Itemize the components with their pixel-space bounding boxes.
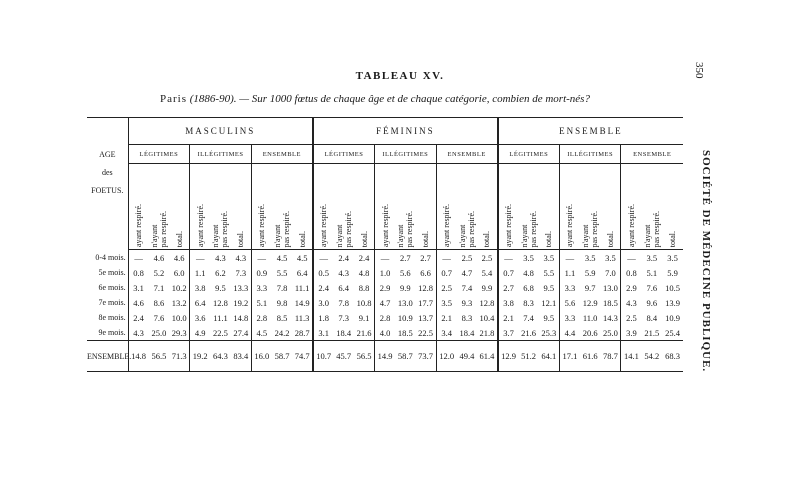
column-header	[498, 164, 519, 250]
table-cell: 2.8	[375, 310, 396, 325]
table-cell: 11.1	[213, 312, 228, 323]
table-cell: 4.3	[338, 267, 350, 278]
table-cell: —	[313, 250, 334, 266]
table-cell: 51.2	[518, 341, 539, 372]
table-cell: 4.8	[523, 267, 534, 278]
table-cell: —	[134, 252, 143, 263]
table-cell: 18.4	[459, 327, 475, 338]
table-cell: 2.5	[461, 252, 473, 263]
table-row	[87, 280, 683, 295]
table-cell: 4.5	[276, 252, 288, 263]
table-cell: 0.7	[498, 265, 519, 280]
table-cell: 10.8	[356, 297, 372, 308]
table-cell: 3.5	[584, 252, 596, 263]
table-cell: 21.8	[479, 327, 495, 338]
table-cell: 0.8	[133, 267, 144, 278]
table-cell: 18.5	[397, 327, 413, 338]
table-cell: 6.4	[190, 295, 211, 310]
table-cell: 20.6	[582, 327, 598, 338]
table-cell: —	[436, 250, 457, 266]
table-cell: 3.5	[543, 252, 555, 263]
table-cell: 2.8	[251, 310, 272, 325]
table-cell: 3.4	[436, 325, 457, 341]
table-cell: 0.5	[313, 265, 334, 280]
table-cell: 3.0	[313, 295, 334, 310]
table-cell: 13.9	[665, 297, 680, 308]
group-masculins: MASCULINS	[128, 118, 313, 145]
column-header	[251, 164, 272, 250]
table-cell: 8.3	[523, 297, 534, 308]
table-cell: 2.4	[133, 312, 144, 323]
table-cell: 17.7	[418, 297, 434, 308]
table-cell: 10.7	[313, 341, 334, 372]
table-cell: 73.7	[416, 341, 437, 372]
column-header-label: total.	[297, 230, 307, 247]
column-header-label: total.	[421, 230, 431, 247]
table-cell: 3.5	[667, 252, 678, 263]
table-cell: 14.9	[294, 297, 310, 308]
table-cell: 2.5	[621, 310, 642, 325]
table-cell: 64.3	[210, 341, 231, 372]
table-cell: 12.8	[213, 297, 228, 308]
table-cell: 4.8	[358, 267, 370, 278]
table-cell: 3.5	[646, 252, 658, 263]
table-cell: 19.2	[233, 297, 249, 308]
table-cell: 21.6	[521, 327, 536, 338]
table-cell: 4.6	[133, 297, 144, 308]
table-cell: 25.3	[541, 327, 557, 338]
table-cell: 7.8	[338, 297, 350, 308]
subtitle-place: Paris	[160, 93, 187, 105]
table-cell: —	[375, 250, 396, 266]
table-cell: 12.0	[436, 341, 457, 372]
table-cell: 1.1	[190, 265, 211, 280]
column-header-label: n'ayant pas respiré.	[396, 210, 415, 247]
table-cell: 0.9	[251, 265, 272, 280]
column-header-label: total.	[605, 230, 615, 247]
column-header-label: n'ayant pas respiré.	[334, 210, 353, 247]
table-cell: 5.9	[584, 267, 596, 278]
table-cell: 12.9	[582, 297, 598, 308]
table-cell: 0.8	[621, 265, 642, 280]
table-cell: 49.4	[457, 341, 478, 372]
table-cell: 7.6	[153, 312, 165, 323]
table-cell: 11.1	[294, 282, 310, 293]
table-cell: 9.1	[358, 312, 370, 323]
table-cell: 6.0	[173, 267, 185, 278]
column-header-label: n'ayant pas respiré.	[519, 210, 538, 247]
table-cell: 10.9	[665, 312, 680, 323]
subtitle-text: — Sur 1000 fœtus de chaque âge et de chaque catégorie, combien de mort-nés?	[239, 93, 590, 105]
table-subtitle	[160, 93, 590, 105]
table-cell: 58.7	[272, 341, 293, 372]
column-header-label: n'ayant pas respiré.	[581, 210, 600, 247]
table-cell: 12.8	[479, 297, 495, 308]
table-cell: 74.7	[292, 341, 313, 372]
table-cell: 7.4	[461, 282, 473, 293]
table-row	[87, 310, 683, 325]
table-cell: 14.8	[128, 341, 149, 372]
table-cell: 7.4	[523, 312, 534, 323]
group-feminins: FÉMININS	[313, 118, 498, 145]
table-title: TABLEAU XV.	[355, 70, 445, 82]
table-cell: 4.6	[153, 252, 165, 263]
column-header-label: n'ayant pas respiré.	[211, 210, 230, 247]
table-cell: 13.7	[418, 312, 434, 323]
subgroup-header: ILLÉGITIMES	[559, 145, 621, 164]
column-header	[169, 164, 190, 250]
table-cell: 3.6	[190, 310, 211, 325]
table-cell: 2.7	[420, 252, 431, 263]
table-cell: 22.5	[213, 327, 228, 338]
table-cell: 4.5	[251, 325, 272, 341]
column-header	[477, 164, 498, 250]
column-header-label: n'ayant pas respiré.	[273, 210, 292, 247]
table-cell: 13.0	[397, 297, 413, 308]
table-cell: 3.5	[605, 252, 616, 263]
table-cell: 9.5	[215, 282, 226, 293]
table-cell: 4.3	[215, 252, 226, 263]
column-header	[210, 164, 231, 250]
table-cell: 3.3	[559, 280, 580, 295]
column-header-label: total.	[174, 230, 184, 247]
table-cell: —	[498, 250, 519, 266]
table-cell: 5.4	[481, 267, 493, 278]
table-cell: 4.3	[621, 295, 642, 310]
row-label: 0-4 mois.	[87, 250, 128, 266]
table-cell: 5.5	[276, 267, 288, 278]
table-cell: 83.4	[231, 341, 252, 372]
column-header	[333, 164, 354, 250]
table-cell: 8.8	[358, 282, 370, 293]
table-cell: 9.5	[543, 312, 555, 323]
table-cell: 1.0	[375, 265, 396, 280]
column-header-label: ayant respiré.	[195, 203, 205, 247]
table-cell: 9.7	[584, 282, 596, 293]
table-cell: 6.4	[296, 267, 308, 278]
table-cell: 16.0	[251, 341, 272, 372]
table-cell: 9.3	[461, 297, 473, 308]
table-cell: 71.3	[169, 341, 190, 372]
table-cell: 4.3	[133, 327, 144, 338]
table-cell: 11.0	[582, 312, 598, 323]
table-cell: 78.7	[600, 341, 621, 372]
table-cell: 27.4	[233, 327, 249, 338]
table-cell: 3.5	[523, 252, 534, 263]
table-cell: 8.4	[646, 312, 658, 323]
table-cell: 64.1	[539, 341, 560, 372]
row-label: 9e mois.	[87, 325, 128, 341]
row-label: 7e mois.	[87, 295, 128, 310]
table-row	[87, 265, 683, 280]
table-cell: 6.2	[215, 267, 226, 278]
table-cell: 2.1	[498, 310, 519, 325]
table-cell: 9.9	[400, 282, 411, 293]
table-cell: 28.7	[294, 327, 310, 338]
table-cell: 7.6	[646, 282, 658, 293]
table-cell: 2.7	[400, 252, 411, 263]
table-row	[87, 325, 683, 341]
table-cell: 3.1	[313, 325, 334, 341]
column-header	[621, 164, 642, 250]
subgroup-header: ILLÉGITIMES	[190, 145, 252, 164]
table-row	[87, 250, 683, 266]
column-header-label: ayant respiré.	[504, 203, 514, 247]
table-cell: 4.6	[173, 252, 185, 263]
column-header	[375, 164, 396, 250]
table-cell: 7.0	[605, 267, 616, 278]
subgroup-header: LÉGITIMES	[313, 145, 375, 164]
page-number: 350	[693, 62, 705, 79]
column-header	[518, 164, 539, 250]
column-header-label: ayant respiré.	[319, 203, 329, 247]
table-cell: 4.9	[190, 325, 211, 341]
table-cell: 54.2	[641, 341, 662, 372]
column-header	[149, 164, 170, 250]
table-cell: 10.5	[665, 282, 680, 293]
table-cell: 3.5	[436, 295, 457, 310]
table-cell: 25.0	[151, 327, 167, 338]
table-cell: 2.4	[338, 252, 350, 263]
table-cell: 14.3	[603, 312, 618, 323]
table-cell: 4.5	[296, 252, 308, 263]
table-cell: 3.3	[559, 310, 580, 325]
table-cell: 2.4	[358, 252, 370, 263]
row-label: ENSEMBLE.	[87, 341, 128, 372]
table-cell: 19.2	[190, 341, 211, 372]
table-cell: 13.2	[171, 297, 187, 308]
table-cell: 21.6	[356, 327, 372, 338]
row-label: 8e mois.	[87, 310, 128, 325]
table-row	[87, 295, 683, 310]
column-header	[600, 164, 621, 250]
table-cell: 2.9	[621, 280, 642, 295]
table-cell: 3.8	[190, 280, 211, 295]
column-header-label: total.	[544, 230, 554, 247]
table-cell: 5.9	[667, 267, 678, 278]
column-header-label: total.	[359, 230, 369, 247]
subgroup-header: ENSEMBLE	[436, 145, 498, 164]
table-cell: 3.1	[133, 282, 144, 293]
table-cell: 10.2	[171, 282, 187, 293]
table-cell: 9.9	[481, 282, 493, 293]
table-cell: 5.1	[646, 267, 658, 278]
row-label: 5e mois.	[87, 265, 128, 280]
table-cell: 3.7	[498, 325, 519, 341]
table-cell: 61.4	[477, 341, 498, 372]
column-header-label: n'ayant pas respiré.	[457, 210, 476, 247]
table-cell: 7.1	[153, 282, 165, 293]
table-cell: 58.7	[395, 341, 416, 372]
column-header	[457, 164, 478, 250]
column-header-label: total.	[236, 230, 246, 247]
table-cell: —	[190, 250, 211, 266]
column-header-label: ayant respiré.	[442, 203, 452, 247]
column-header	[416, 164, 437, 250]
table-cell: 5.5	[543, 267, 555, 278]
table-cell: 12.8	[418, 282, 434, 293]
table-cell: 14.8	[233, 312, 249, 323]
column-header-label: n'ayant pas respiré.	[642, 210, 661, 247]
column-header	[539, 164, 560, 250]
table-cell: 29.3	[171, 327, 187, 338]
total-row	[87, 341, 683, 372]
table-cell: 3.3	[251, 280, 272, 295]
running-head: SOCIÉTÉ DE MÉDECINE PUBLIQUE.	[700, 150, 712, 373]
column-header	[580, 164, 601, 250]
column-header-label: total.	[482, 230, 492, 247]
table-cell: 45.7	[333, 341, 354, 372]
table-cell: 4.0	[375, 325, 396, 341]
row-label: 6e mois.	[87, 280, 128, 295]
table-cell: 68.3	[662, 341, 683, 372]
age-header: AGE des FOETUS.	[87, 118, 128, 250]
column-header	[395, 164, 416, 250]
table-cell: 5.2	[153, 267, 165, 278]
table-cell: 2.4	[313, 280, 334, 295]
table-cell: 6.8	[523, 282, 534, 293]
mortality-table	[87, 117, 683, 372]
table-cell: 25.4	[665, 327, 680, 338]
table-cell: 0.7	[436, 265, 457, 280]
table-cell: —	[251, 250, 272, 266]
column-header-label: ayant respiré.	[565, 203, 575, 247]
table-cell: 14.9	[375, 341, 396, 372]
column-header	[641, 164, 662, 250]
column-header	[313, 164, 334, 250]
table-cell: 17.1	[559, 341, 580, 372]
table-cell: 9.6	[646, 297, 658, 308]
column-header	[662, 164, 683, 250]
table-cell: 4.7	[375, 295, 396, 310]
table-cell: 4.4	[559, 325, 580, 341]
table-cell: 2.5	[481, 252, 493, 263]
table-cell: 3.9	[621, 325, 642, 341]
table-cell: 22.5	[418, 327, 434, 338]
table-cell: 1.1	[559, 265, 580, 280]
table-cell: 8.5	[276, 312, 288, 323]
column-header	[231, 164, 252, 250]
table-cell: 18.5	[603, 297, 618, 308]
table-cell: 2.9	[375, 280, 396, 295]
table-cell: 13.0	[603, 282, 618, 293]
column-header	[292, 164, 313, 250]
table-cell: 1.8	[313, 310, 334, 325]
table-cell: 6.4	[338, 282, 350, 293]
column-header	[128, 164, 149, 250]
column-header	[559, 164, 580, 250]
table-cell: 4.3	[235, 252, 247, 263]
table-cell: 7.3	[338, 312, 350, 323]
table-cell: 4.7	[461, 267, 473, 278]
table-cell: 10.4	[479, 312, 495, 323]
table-cell: 25.0	[603, 327, 618, 338]
table-cell: 56.5	[354, 341, 375, 372]
table-cell: 18.4	[336, 327, 352, 338]
subtitle-years: (1886-90).	[189, 93, 237, 105]
column-header-label: ayant respiré.	[380, 203, 390, 247]
subgroup-header: LÉGITIMES	[128, 145, 190, 164]
column-header-label: n'ayant pas respiré.	[149, 210, 168, 247]
subgroup-header: ENSEMBLE	[251, 145, 313, 164]
table-cell: 3.8	[498, 295, 519, 310]
column-header-label: ayant respiré.	[626, 203, 636, 247]
table-cell: 8.3	[461, 312, 473, 323]
table-cell: —	[621, 250, 642, 266]
table-cell: 2.5	[436, 280, 457, 295]
table-cell: 10.0	[171, 312, 187, 323]
column-header-label: ayant respiré.	[257, 203, 267, 247]
table-cell: 2.7	[498, 280, 519, 295]
column-header	[354, 164, 375, 250]
column-header	[436, 164, 457, 250]
table-cell: 10.9	[397, 312, 413, 323]
table-cell: 11.3	[294, 312, 310, 323]
table-cell: 12.9	[498, 341, 519, 372]
column-header	[190, 164, 211, 250]
table-cell: 56.5	[149, 341, 170, 372]
table-cell: 5.6	[400, 267, 411, 278]
table-cell: 14.1	[621, 341, 642, 372]
table-cell: 7.8	[276, 282, 288, 293]
table-cell: 61.6	[580, 341, 601, 372]
table-cell: 2.1	[436, 310, 457, 325]
table-cell: —	[559, 250, 580, 266]
table-cell: 5.1	[251, 295, 272, 310]
table-cell: 9.5	[543, 282, 555, 293]
column-header	[272, 164, 293, 250]
table-cell: 5.6	[559, 295, 580, 310]
group-ensemble: ENSEMBLE	[498, 118, 683, 145]
table-cell: 9.8	[276, 297, 288, 308]
subgroup-header: ENSEMBLE	[621, 145, 683, 164]
column-header-label: total.	[668, 230, 677, 247]
subgroup-header: ILLÉGITIMES	[375, 145, 437, 164]
subgroup-header: LÉGITIMES	[498, 145, 560, 164]
table-cell: 7.3	[235, 267, 247, 278]
table-cell: 13.3	[233, 282, 249, 293]
column-header-label: ayant respiré.	[134, 203, 144, 247]
table-cell: 6.6	[420, 267, 431, 278]
table-cell: 8.6	[153, 297, 165, 308]
table-cell: 21.5	[644, 327, 660, 338]
table-cell: 12.1	[541, 297, 557, 308]
table-cell: 24.2	[274, 327, 290, 338]
